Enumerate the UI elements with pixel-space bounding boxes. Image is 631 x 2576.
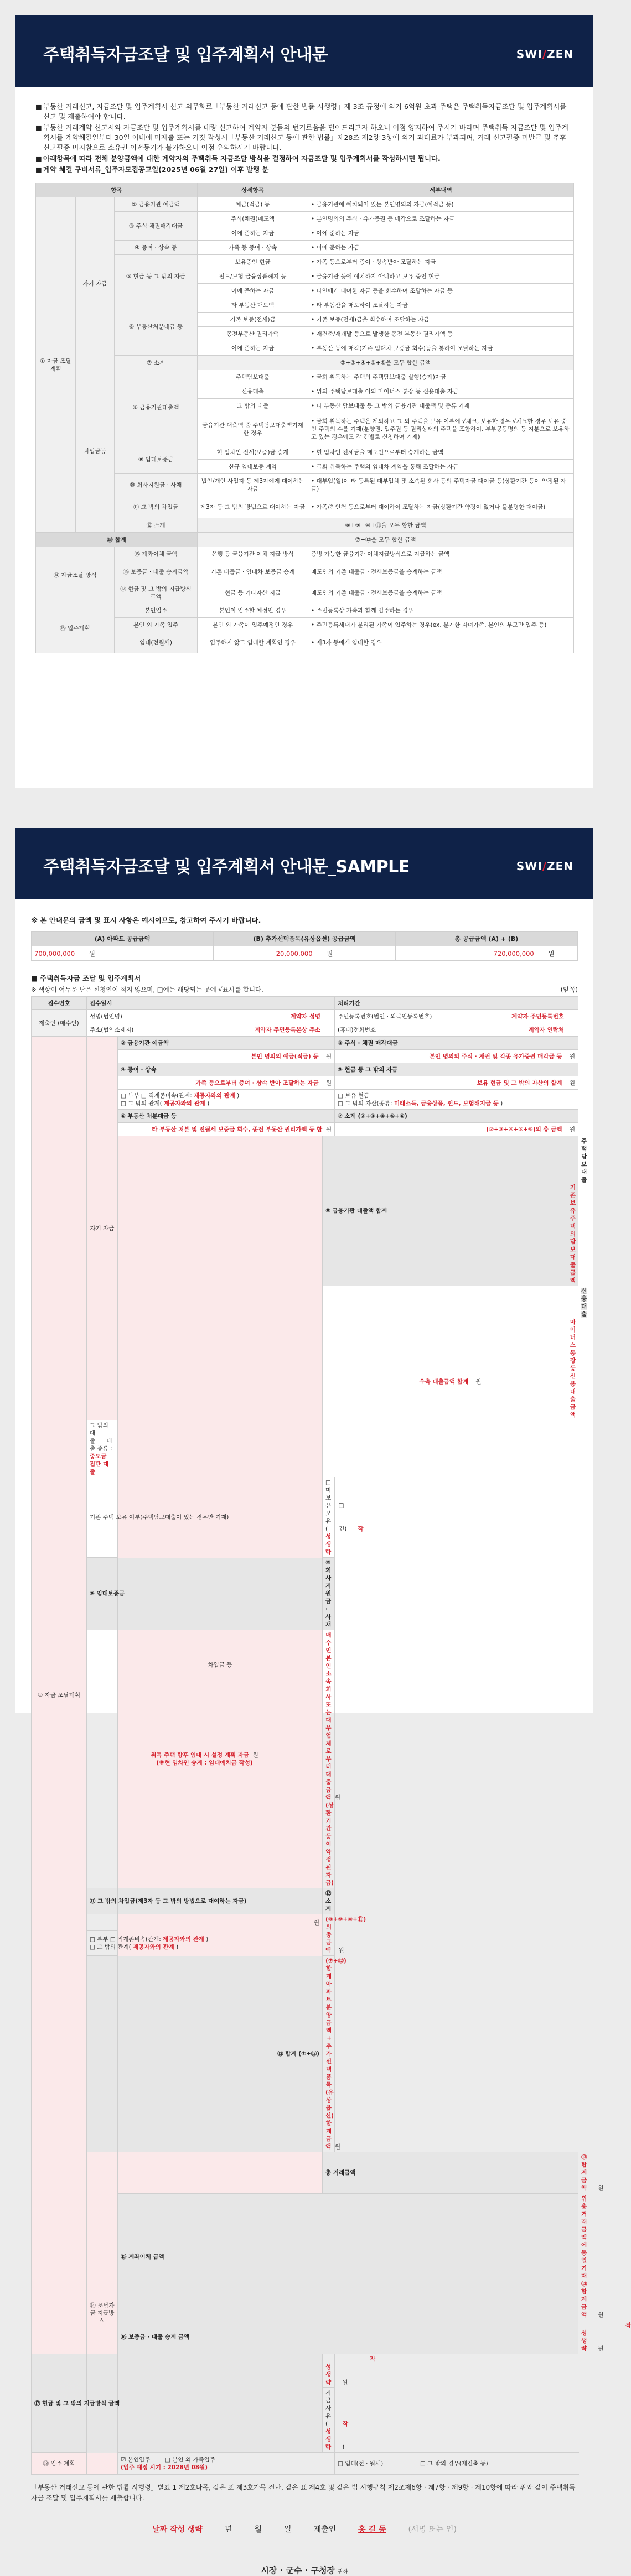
s-move-self: ☑ 본인입주 □ 본인 외 가족입주 (입주 예정 시기 : 2028년 08월) — [118, 2453, 335, 2475]
item-11: ⑪ 그 밖의 차입금 — [115, 496, 198, 518]
s-b8-value: 우측 대출금액 합계 원 — [323, 1286, 578, 1477]
desc: • 금융기관 등에 예치하지 아니하고 보유 중인 현금 — [308, 269, 574, 284]
item-8: ⑧ 금융기관대출액 — [115, 370, 198, 445]
desc: • 현 임차인 전세금을 매도인으로부터 승계하는 금액 — [308, 445, 574, 460]
name-field: 성명(법인명) 계약자 성명 — [87, 1010, 335, 1023]
sign-stamp: (서명 또는 인) — [408, 2525, 457, 2534]
price-table — [31, 931, 578, 961]
s-b9-label: ⑨ 임대보증금 — [87, 1558, 323, 1630]
s-house-label: 기존 주택 보유 여부(주택담보대출이 있는 경우만 기재) — [87, 1477, 323, 1558]
desc: • 대부업(일)이 타 등록된 대부업체 및 소속된 회사 등의 주택자금 대여금 등(상환기간 등이 약정된 자금) — [308, 474, 574, 496]
s-b7-value: (②+③+④+⑤+⑥)의 총 금액 원 — [335, 1123, 578, 1136]
s-b15-label: ⑮ 계좌이체 금액 — [118, 2194, 578, 2320]
price-total: 720,000,000 원 — [396, 946, 578, 961]
desc: • 금회 취득하는 주택은 제외하고 그 외 주택을 보유 여부에 √체크, 보유한 경우 √체크한 경우 보유 중인 주택의 수를 기재(분양권, 입주권 등 권리상태의 주택을 포함하여, 부부공동명의 등 지분으로 보유하고 있는 경우에도 각 건별로 신청하여 기재) — [308, 413, 574, 445]
note-1: 부동산 거래신고, 자금조달 및 입주계획서 신고 의무화로「부동산 거래신고 등에 관한 법률 시행령」제 3조 규정에 의거 6억원 초과 주택은 주택취득자금조달 및 입주계획서를 신고 및 제출하여야 합니다. — [43, 102, 567, 121]
desc: • 이에 준하는 자금 — [308, 241, 574, 255]
detail: 기존 보증(전세)금 — [198, 313, 308, 327]
detail: 본인 외 가족이 입주예정인 경우 — [198, 618, 308, 632]
detail: 신용대출 — [198, 384, 308, 399]
item-5: ⑤ 현금 등 그 밖의 자금 — [115, 255, 198, 298]
sample-banner — [15, 828, 593, 899]
detail: 법인/개인 사업자 등 제3자에게 대여하는 자금 — [198, 474, 308, 496]
detail: 현금 등 기타자산 지급 — [198, 582, 308, 603]
desc: • 이에 준하는 자금 — [308, 226, 574, 241]
sum-13: ⑦+⑫을 모두 합한 금액 — [198, 533, 574, 547]
s-b13-value: (⑦+⑫) 합계 아파트 분양금액 + 추가선택품목(유상옵션) 합계 금액 원 — [323, 1956, 335, 2152]
s-b13-label: ⑬ 합계 (⑦+⑫) — [87, 1956, 323, 2152]
guide-table — [35, 183, 574, 653]
form-title: ■ 주택취득자금 조달 및 입주계획서 — [31, 974, 141, 982]
s-b10-value: 매수인 본인 소속 회사 또는 대부업체로부터 대출 금액 원 (상환기간 등이 약정된 자금) — [323, 1630, 335, 1888]
desc: • 위의 주택담보대출 이외 마이너스 통장 등 신용대출 자금 — [308, 384, 574, 399]
sec-move-in: ⑱ 입주계획 — [36, 603, 115, 653]
address-field: 주소(법인소재지) 계약자 주민등록본상 주소 — [87, 1023, 335, 1037]
s-b10-label: ⑩ 회사지원금 · 사채 — [323, 1558, 335, 1630]
phone-field: (휴대)전화번호 계약자 연락처 — [335, 1023, 578, 1037]
detail: 이에 준하는 자금 — [198, 226, 308, 241]
sample-form: 접수번호 접수일시 처리기간 제출인 (매수인) 성명(법인명) 계약자 성명 주민등록번호(법인 · 외국인등록번호) 계약자 주민등록번호 주소(법인소재지) 계약자 주민등록본상 주소 (휴대)전화번호 계약자 연락처 ① 자금 조달계획 자기 자금 ② 금융기관 예금액 ③ 주식 · 채권 매각대금 본인 명의의 예금(적금) 등 원 본인 명의의 주식 · 채권 및 각종 유가증권 매각금 등 원 ④ 증여 · 상속 ⑤ 현금 등 그 밖의 자금 가족 등으로부터 증여 · 상속 받아 조달하는 자금 원 보유 현금 및 그 밖의 자산의 합계 원 □ 부부 □ 직계존비속(관계: 제공자와의 관계 ) □ 그 밖의 관계( 제공자와의 관계 ) □ 보유 현금 □ 그 밖의 자산(종류: 미래소득, 금융상품, 펀드, 보험해지금 등 ) ⑥ 부동산 처분대금 등 ⑦ 소계 (②+③+④+⑤+⑥) 타 부동산 처분 및 전월세 보증금 회수, 종전 부동산 권리가액 등 합 원 (②+③+④+⑤+⑥)의 총 금액 원 차입금 등 ⑧ 금융기관 대출액 합계 주택담보대출 기존 보유 주택의 담보대출 금액 우측 대출금액 합계 원 신용대출 마이너스 통장 등 신용대출 금액 그 밖의 대출 대출 종류 : 중도금 집단 대출 기존 주택 보유 여부(주택담보대출이 있는 경우만 기재) □ 미보유 □ 보유 ( 건) 작성 생략 ⑨ 임대보증금 ⑩ 회사지원금 · 사채 취득 주택 향후 임대 시 설정 계획 자금 원 (※현 임차인 승계 : 임대예치금 작성) 매수인 본인 소속 회사 또는 대부업체로부터 대출 금액 원 (상환기간 등이 약정된 자금) ⑪ 그 밖의 차입금(제3자 등 그 밖의 방법으로 대여하는 자금) ⑫ 소계 원 (⑧+⑨+⑩+⑪)의 총 금액 원 □ 부부 □ 직계존비속(관계: 제공자와의 관계 ) □ 그 밖의 관계( 제공자와의 관계 ) ⑬ 합계 (⑦+⑫) (⑦+⑫) 합계 아파트 분양금액 + 추가선택품목(유상옵션) 합계 금액 원 ⑭ 조달자금 지급방식 총 거래금액 ⑬ 합계금액 원 ⑮ 계좌이체 금액 위 총 거래금액에 동일 기재 ⑬ 합계금액 원 ⑯ 보증금 · 대출 승계 금액 작성 생략 원 ⑰ 현금 및 그 밖의 지급방식 금액 작성 생략 원 지급사유 ( 작성 생략 ) ⑱ 입주 계획 ☑ 본인입주 □ 본인 외 가족입주 (입주 예정 시기 : 2028년 08월) □ 임대(전 · 월세) □ 그 밖의 경우(재건축 등) — [31, 996, 578, 2475]
item-7: ⑦ 소계 — [115, 356, 198, 370]
s-b17-reason: 지급사유 ( 작성 생략 ) — [323, 2388, 335, 2453]
sample-borrow: 차입금 등 — [118, 1136, 323, 2194]
s-b17-value: 작성 생략 원 — [323, 2354, 335, 2388]
item-4: ④ 증여 · 상속 등 — [115, 241, 198, 255]
guide-sheet — [15, 15, 593, 788]
move-rent: 임대(전월세) — [115, 632, 198, 653]
s-total-label: 총 거래금액 — [323, 2152, 578, 2194]
s-b5-kind: □ 보유 현금 □ 그 밖의 자산(종류: 미래소득, 금융상품, 펀드, 보험해지금 등 ) — [335, 1090, 578, 1110]
desc: 매도인의 기존 대출금 · 전세보증금을 승계하는 금액 — [308, 582, 574, 603]
desc: • 주민등록상 가족과 함께 입주하는 경우 — [308, 603, 574, 618]
s-b8-label: ⑧ 금융기관 대출액 합계 — [323, 1136, 578, 1286]
detail: 그 밖의 대출 — [198, 399, 308, 413]
s-b3-label: ③ 주식 · 채권 매각대금 — [335, 1037, 578, 1050]
sign-submitter: 제출인 — [313, 2525, 337, 2534]
s-move-other: □ 임대(전 · 월세) □ 그 밖의 경우(재건축 등) — [335, 2453, 578, 2475]
item-12: ⑫ 소계 — [115, 518, 198, 533]
item-2: ② 금융기관 예금액 — [115, 197, 198, 212]
desc: • 타 부동산을 매도하여 조달하는 자금 — [308, 298, 574, 313]
col-item: 항목 — [36, 183, 198, 197]
law-text: 「부동산 거래신고 등에 관한 법률 시행령」별표 1 제2호나목, 같은 표 제3호가목 전단, 같은 표 제4호 및 같은 법 시행규칙 제2조제6항 · 제7항 · 제9항 · 제10항에 따라 위와 같이 주택취득자금 조달 및 입주계획서를 제출합니다. — [31, 2484, 576, 2502]
sample-own: 자기 자금 — [87, 1037, 118, 1420]
price-b: 20,000,000 원 — [214, 946, 396, 961]
item-3: ③ 주식·채권매각대금 — [115, 212, 198, 241]
desc: • 가족/친인척 등으로부터 대여하여 조달하는 자금(상환기간 약정이 없거나 불분명한 대여금) — [308, 496, 574, 518]
s-b11-won: 원 — [87, 1914, 323, 1931]
receipt-period: 처리기간 — [335, 997, 578, 1010]
own-funds: 자기 자금 — [76, 197, 115, 370]
col-detail: 상세항목 — [198, 183, 308, 197]
s-b17-label: ⑰ 현금 및 그 밖의 지급방식 금액 — [32, 2354, 323, 2453]
desc: • 타인에게 대여한 자금 등을 회수하여 조달하는 자금 등 — [308, 284, 574, 298]
desc: • 재건축/재개발 등으로 발생한 종전 부동산 권리가액 등 — [308, 327, 574, 341]
detail: 주택담보대출 — [198, 370, 308, 384]
detail: 입주하지 않고 임대할 계획인 경우 — [198, 632, 308, 653]
s-b7-label: ⑦ 소계 (②+③+④+⑤+⑥) — [335, 1110, 578, 1123]
detail: 예금(적금) 등 — [198, 197, 308, 212]
s-loan3: 그 밖의 대출 대출 종류 : 중도금 집단 대출 — [87, 1420, 118, 1477]
desc: • 타 부동산 담보대출 등 그 밖의 금융기관 대출액 및 종류 기재 — [308, 399, 574, 413]
desc: 매도인의 기존 대출금 · 전세보증금을 승계하는 금액 — [308, 561, 574, 582]
s-b16-label: ⑯ 보증금 · 대출 승계 금액 — [118, 2320, 578, 2354]
desc: • 금회 취득하는 주택의 임대차 계약을 통해 조달하는 자금 — [308, 460, 574, 474]
s-house-value: □ 미보유 □ 보유 ( 건) 작성 생략 — [323, 1477, 335, 1558]
price-header-b: (B) 추가선택품목(유상옵션) 공급금액 — [214, 932, 396, 946]
sample-notice: ※ 본 안내문의 금액 및 표시 사항은 예시이므로, 참고하여 주시기 바랍니다. — [31, 916, 261, 924]
sign-row — [15, 2523, 593, 2535]
sample-sec-move: ⑱ 입주 계획 — [32, 2453, 87, 2475]
sec-method: ⑭ 자금조달 방식 — [36, 547, 115, 603]
detail: 이에 준하는 자금 — [198, 284, 308, 298]
s-b5-value: 보유 현금 및 그 밖의 자산의 합계 원 — [335, 1076, 578, 1090]
desc: • 기존 보증(전세)금을 회수하여 조달하는 자금 — [308, 313, 574, 327]
move-self: 본인입주 — [115, 603, 198, 618]
receipt-date: 접수일시 — [87, 997, 335, 1010]
item-6: ⑥ 부동산처분대금 등 — [115, 298, 198, 356]
s-b11-label: ⑪ 그 밖의 차입금(제3자 등 그 밖의 방법으로 대여하는 자금) — [87, 1888, 323, 1914]
s-b6-label: ⑥ 부동산 처분대금 등 — [118, 1110, 335, 1123]
desc: • 부동산 등에 매각(기존 임대차 보증금 회수)등을 통하여 조달하는 자금 — [308, 341, 574, 356]
id-field: 주민등록번호(법인 · 외국인등록번호) 계약자 주민등록번호 — [335, 1010, 578, 1023]
desc: • 제3자 등에게 임대할 경우 — [308, 632, 574, 653]
official-line: 시장 · 군수 · 구청장 귀하 — [261, 2565, 348, 2575]
item-10: ⑩ 회사지원금 · 사채 — [115, 474, 198, 496]
detail: 본인이 입주할 예정인 경우 — [198, 603, 308, 618]
detail: 금융기관 대출액 중 주택담보대출액기재한 경우 — [198, 413, 308, 445]
s-b4-relation: □ 부부 □ 직계존비속(관계: 제공자와의 관계 ) □ 그 밖의 관계( 제공자와의 관계 ) — [118, 1090, 335, 1110]
s-b6-value: 타 부동산 처분 및 전월세 보증금 회수, 종전 부동산 권리가액 등 합 원 — [118, 1123, 335, 1136]
sample-sheet — [15, 828, 631, 2575]
guide-banner — [15, 15, 593, 87]
sign-year: 년 — [224, 2525, 232, 2534]
sum-7: ②+③+④+⑤+⑥을 모두 합한 금액 — [198, 356, 574, 370]
s-b2-value: 본인 명의의 예금(적금) 등 원 — [118, 1050, 335, 1063]
price-header-a: (A) 아파트 공급금액 — [32, 932, 214, 946]
desc: • 금회 취득하는 주택의 주택담보대출 실행(승계)자금 — [308, 370, 574, 384]
sign-date: 날짜 작성 생략 — [152, 2525, 203, 2534]
sign-day: 일 — [284, 2525, 292, 2534]
price-a: 700,000,000 원 — [32, 946, 214, 961]
guide-notes: ■ 부동산 거래신고, 자금조달 및 입주계획서 신고 의무화로「부동산 거래신고 등에 관한 법률 시행령」제 3조 규정에 의거 6억원 초과 주택은 주택취득자금조달 및 입주계획서를 신고 및 제출하여야 합니다. ■ 부동산 거래계약 신고서와 자금조달 및 입주계획서를 대량 신고하여 계약자 분들의 번거로움을 덜어드리고자 하오니 이점 양지하여 주시기 바라며 주택취득 자금조달 및 입주계획서를 계약체결일부터 30일 이내에 미제출 또는 거짓 작성시「부동산 거래신고 등에 관한 법률」제28조 제2항 3항에 의거 과태료가 부과되며, 거래 신고필증 미발급 및 추후 신고필증 미지참으로 소유권 이전등기가 불가하오니 이점 유의하시기 바랍니다. ■ 아래항목에 따라 전체 분양금액에 대한 계약자의 주택취득 자금조달 방식을 결정하여 자금조달 및 입주계획서를 작성하시면 됩니다. ■ 계약 체결 구비서류_입주자모집공고일(2025년 06월 27일) 이후 발행 분 — [15, 87, 593, 179]
sec-funding: ① 자금 조달 계획 — [36, 197, 76, 533]
item-17: ⑰ 현금 및 그 밖의 지급방식 금액 — [115, 582, 198, 603]
switzen-logo-2: SWI/ZEN — [516, 860, 573, 873]
sample-title: 주택취득자금조달 및 입주계획서 안내문_SAMPLE — [43, 857, 410, 877]
detail: 제3자 등 그 밖의 방법으로 대여하는 자금 — [198, 496, 308, 518]
detail: 현 임차인 전세(보증)금 승계 — [198, 445, 308, 460]
sign-name: 홍 길 동 — [358, 2525, 386, 2534]
s-b5-label: ⑤ 현금 등 그 밖의 자금 — [335, 1063, 578, 1076]
note-4: 계약 체결 구비서류_입주자모집공고일(2025년 06월 27일) 이후 발행 분 — [43, 165, 269, 174]
switzen-logo: SWI/ZEN — [516, 48, 573, 61]
s-b11-relation: □ 부부 □ 직계존비속(관계: 제공자와의 관계 ) □ 그 밖의 관계( 제공자와의 관계 ) — [87, 1931, 323, 1956]
detail: 신규 임대보증 계약 — [198, 460, 308, 474]
desc: • 금융기관에 예치되어 있는 본인명의의 자금(예적금 등) — [308, 197, 574, 212]
borrowed-funds: 차입금등 — [76, 370, 115, 533]
s-b12-value: (⑧+⑨+⑩+⑪)의 총 금액 원 — [323, 1914, 335, 1956]
detail: 타 부동산 매도액 — [198, 298, 308, 313]
form-subtitle: ※ 색상이 어두운 난은 신청인이 적지 않으며, □에는 해당되는 곳에 √표시를 합니다. (앞쪽) — [31, 986, 578, 993]
submitter-label: 제출인 (매수인) — [32, 1010, 87, 1037]
detail: 보유중인 현금 — [198, 255, 308, 269]
detail: 종전부동산 권리가액 — [198, 327, 308, 341]
s-b12-label: ⑫ 소계 — [323, 1888, 335, 1914]
desc: • 주민등록세대가 분리된 가족이 입주하는 경우(ex. 분가한 자녀가족, 본인의 부모만 입주 등) — [308, 618, 574, 632]
price-header-total: 총 공급금액 (A) + (B) — [396, 932, 578, 946]
s-b9-value: 취득 주택 향후 임대 시 설정 계획 자금 원 (※현 임차인 승계 : 임대예치금 작성) — [87, 1630, 323, 1888]
item-15: ⑮ 계좌이체 금액 — [115, 547, 198, 561]
note-2: 부동산 거래계약 신고서와 자금조달 및 입주계획서를 대량 신고하여 계약자 분들의 번거로움을 덜어드리고자 하오니 이점 양지하여 주시기 바라며 주택취득 자금조달 및 입주계획서를 계약체결일부터 30일 이내에 미제출 또는 거짓 작성시「부동산 거래신고 등에 관한 법률」제28조 제2항 3항에 의거 과태료가 부과되며, 거래 신고필증 미발급 및 추후 신고필증 미지참으로 소유권 이전등기가 불가하오니 이점 유의하시기 바랍니다. — [43, 123, 568, 152]
col-desc: 세부내역 — [308, 183, 574, 197]
detail: 은행 등 금융기관 이체 지급 방식 — [198, 547, 308, 561]
detail: 주식(채권)매도액 — [198, 212, 308, 226]
note-3: 아래항목에 따라 전체 분양금액에 대한 계약자의 주택취득 자금조달 방식을 결정하여 자금조달 및 입주계획서를 작성하시면 됩니다. — [43, 154, 441, 163]
s-b4-value: 가족 등으로부터 증여 · 상속 받아 조달하는 자금 원 — [118, 1076, 335, 1090]
detail: 펀드/보험 금융상품해지 등 — [198, 269, 308, 284]
item-9: ⑨ 임대보증금 — [115, 445, 198, 474]
s-b4-label: ④ 증여 · 상속 — [118, 1063, 335, 1076]
detail: 가족 등 증여 · 상속 — [198, 241, 308, 255]
detail: 이에 준하는 자금 — [198, 341, 308, 356]
item-13: ⑬ 합계 — [36, 533, 198, 547]
sum-12: ⑧+⑨+⑩+⑪을 모두 합한 금액 — [198, 518, 574, 533]
desc: 증빙 가능한 금융기관 이체지급방식으로 지급하는 금액 — [308, 547, 574, 561]
sign-month: 월 — [254, 2525, 262, 2534]
s-b3-value: 본인 명의의 주식 · 채권 및 각종 유가증권 매각금 등 원 — [335, 1050, 578, 1063]
desc: • 가족 등으로부터 증여 · 상속받아 조달하는 자금 — [308, 255, 574, 269]
guide-title: 주택취득자금조달 및 입주계획서 안내문 — [43, 45, 328, 65]
item-16: ⑯ 보증금 · 대출 승계금액 — [115, 561, 198, 582]
receipt-no: 접수번호 — [32, 997, 87, 1010]
sample-sec-funding: ① 자금 조달계획 — [32, 1037, 87, 2354]
desc: • 본인명의의 주식 · 유가증권 등 매각으로 조달하는 자금 — [308, 212, 574, 226]
move-family: 본인 외 가족 입주 — [115, 618, 198, 632]
s-b2-label: ② 금융기관 예금액 — [118, 1037, 335, 1050]
detail: 기존 대출금 · 임대차 보증금 승계 — [198, 561, 308, 582]
sample-sec-method: ⑭ 조달자금 지급방식 — [87, 2152, 118, 2475]
